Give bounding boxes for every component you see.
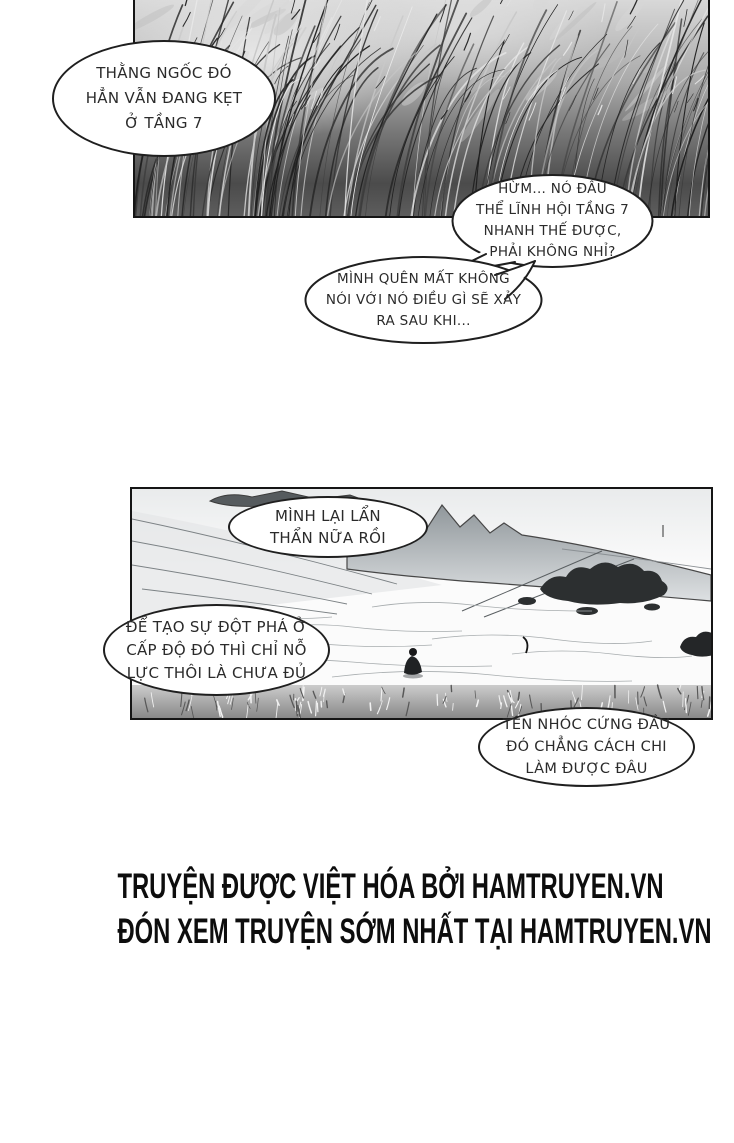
credits-line-2: ĐÓN XEM TRUYỆN SỚM NHẤT TẠI HAMTRUYEN.VN [117, 912, 712, 951]
bubble-text-line: THẨN NỮA RỒI [269, 529, 387, 547]
bubble-text-line: ĐÓ CHẲNG CÁCH CHI [506, 739, 667, 755]
bubble-text-line: HỪM... NÓ ĐÂU [498, 181, 607, 197]
bubble-text-line: LỰC THÔI LÀ CHƯA ĐỦ [126, 663, 307, 682]
bubble-text-line: PHẢI KHÔNG NHỈ? [489, 244, 616, 260]
bubble-text-line: THỂ LĨNH HỘI TẦNG 7 [476, 202, 629, 218]
bubble-text-line: RA SAU KHI... [376, 312, 471, 329]
bubble-text-line: THẰNG NGỐC ĐÓ [96, 64, 232, 82]
bubble-text-line: ĐỂ TẠO SỰ ĐỘT PHÁ Ở [125, 617, 308, 636]
speech-bubble-absent-minded-again [228, 496, 428, 558]
bubble-text-line: CẤP ĐỘ ĐÓ THÌ CHỈ NỖ [126, 640, 307, 659]
bubble-text-line: HẲN VẪN ĐANG KẸT [85, 89, 243, 107]
speech-bubble-stuck-on-floor-7 [52, 40, 276, 157]
bubble-text-line: NÓI VỚI NÓ ĐIỀU GÌ SẼ XẢY [325, 291, 522, 308]
speech-bubble-effort-not-enough [103, 604, 330, 696]
bubble-text-line: LÀM ĐƯỢC ĐÂU [525, 761, 648, 777]
bubble-text-line: NHANH THẾ ĐƯỢC, [483, 223, 622, 239]
bubble-text-line: MÌNH QUÊN MẤT KHÔNG [337, 270, 510, 287]
bubble-text-line: MÌNH LẠI LẨN [275, 507, 381, 525]
bubble-text-line: TÊN NHÓC CỨNG ĐẦU [502, 717, 671, 733]
translator-credits [0, 864, 734, 954]
speech-bubble-stubborn-kid [478, 707, 695, 787]
speech-bubble-forgot-to-tell [303, 253, 550, 347]
bubble-text-line: Ở TẦNG 7 [125, 114, 203, 132]
credits-line-1: TRUYỆN ĐƯỢC VIỆT HÓA BỞI HAMTRUYEN.VN [117, 867, 664, 906]
